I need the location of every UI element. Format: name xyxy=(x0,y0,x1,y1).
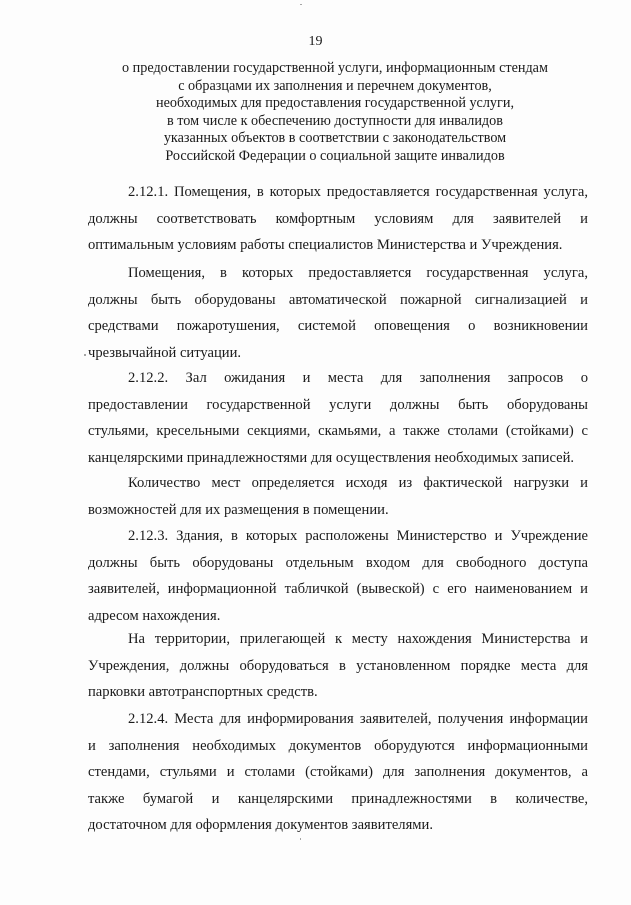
paragraph-line: Учреждения, должны оборудоваться в установленном порядке места для xyxy=(88,657,588,674)
heading-line: в том числе к обеспечению доступности для инвалидов xyxy=(167,112,503,129)
paragraph-line: возможностей для их размещения в помещении. xyxy=(88,501,389,518)
paragraph-2-12-4 xyxy=(88,706,588,839)
paragraph-line: Количество мест определяется исходя из фактической нагрузки и xyxy=(128,475,588,491)
paragraph-parking xyxy=(88,626,588,706)
paragraph-2-12-2 xyxy=(88,365,588,471)
page-number: 19 xyxy=(308,34,323,49)
paragraph-line: также бумагой и канцелярскими принадлежностями в количестве, xyxy=(88,790,588,807)
section-heading xyxy=(80,60,590,165)
paragraph-line: достаточном для оформления документов заявителями. xyxy=(88,817,433,834)
paragraph-line: адресом нахождения. xyxy=(88,607,221,624)
paragraph-line: должны быть оборудованы отдельным входом для свободного доступа xyxy=(88,554,588,571)
paragraph-line: 2.12.4. Места для информирования заявителей, получения информации xyxy=(128,711,588,727)
paragraph-line: средствами пожаротушения, системой оповещения о возникновении xyxy=(88,318,588,335)
paragraph-line: На территории, прилегающей к месту нахождения Министерства и xyxy=(128,631,588,647)
paragraph-line: парковки автотранспортных средств. xyxy=(88,684,318,701)
paragraph-line: 2.12.2. Зал ожидания и места для заполнения запросов о xyxy=(128,370,588,386)
paragraph-line: 2.12.3. Здания, в которых расположены Министерство и Учреждение xyxy=(128,528,588,544)
scan-speck xyxy=(300,4,302,5)
paragraph-2-12-3 xyxy=(88,523,588,629)
paragraph-line: и заполнения необходимых документов оборудуются информационными xyxy=(88,737,588,754)
paragraph-line: стульями, кресельными секциями, скамьями, а также столами (стойками) с xyxy=(88,423,588,440)
paragraph-fire-safety xyxy=(88,260,588,366)
paragraph-line: канцелярскими принадлежностями для осуществления необходимых записей. xyxy=(88,449,575,466)
paragraph-line: чрезвычайной ситуации. xyxy=(88,344,242,361)
paragraph-line: заявителей, информационной табличкой (вывеской) с его наименованием и xyxy=(88,581,588,598)
scan-speck xyxy=(300,838,301,840)
paragraph-line: предоставлении государственной услуги должны быть оборудованы xyxy=(88,396,588,413)
paragraph-seat-count xyxy=(88,470,588,523)
paragraph-line: оптимальным условиям работы специалистов Министерства и Учреждения. xyxy=(88,237,563,254)
paragraph-line: должны быть оборудованы автоматической пожарной сигнализацией и xyxy=(88,291,588,308)
paragraph-line: 2.12.1. Помещения, в которых предоставляется государственная услуга, xyxy=(128,184,588,200)
scan-speck xyxy=(84,354,86,356)
heading-line: указанных объектов в соответствии с законодательством xyxy=(163,130,507,146)
heading-line: необходимых для предоставления государственной услуги, xyxy=(156,95,514,111)
paragraph-2-12-1 xyxy=(88,179,588,259)
heading-line: Российской Федерации о социальной защите инвалидов xyxy=(165,147,505,164)
heading-line: с образцами их заполнения и перечнем документов, xyxy=(178,77,492,94)
paragraph-line: должны соответствовать комфортным условиям для заявителей и xyxy=(88,210,588,227)
paragraph-line: Помещения, в которых предоставляется государственная услуга, xyxy=(128,265,588,281)
paragraph-line: стендами, стульями и столами (стойками) для заполнения документов, а xyxy=(88,764,588,781)
heading-line: о предоставлении государственной услуги, информационным стендам xyxy=(122,60,548,76)
